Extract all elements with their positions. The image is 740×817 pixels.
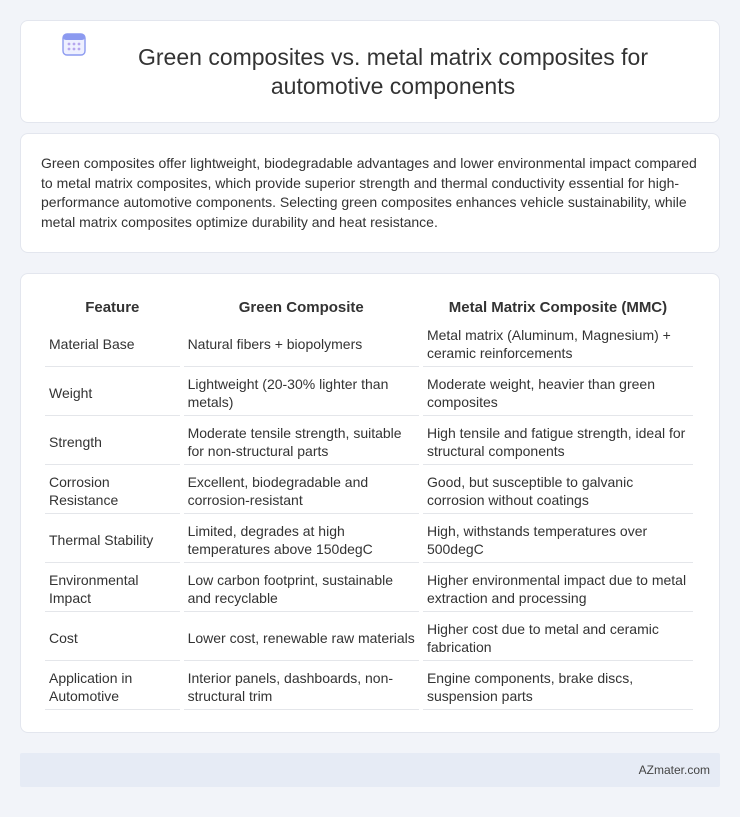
green-cell: Low carbon footprint, sustainable and recyclable: [184, 565, 419, 612]
table-row: [45, 369, 693, 416]
table-row: [45, 467, 693, 514]
feature-cell: Environmental Impact: [45, 565, 180, 612]
table-header-row: [45, 296, 693, 318]
footer: [20, 753, 720, 787]
table-row: [45, 516, 693, 563]
green-cell: Natural fibers + biopolymers: [184, 320, 419, 367]
source-link[interactable]: AZmater.com: [638, 763, 710, 777]
comparison-table: [41, 294, 697, 712]
feature-cell: Cost: [45, 614, 180, 661]
feature-cell: Weight: [45, 369, 180, 416]
green-cell: Limited, degrades at high temperatures above 150degC: [184, 516, 419, 563]
summary-card: [20, 133, 720, 253]
table-row: [45, 565, 693, 612]
feature-cell: Application in Automotive: [45, 663, 180, 710]
green-cell: Lightweight (20-30% lighter than metals): [184, 369, 419, 416]
page-title: Green composites vs. metal matrix composites for automotive components: [138, 43, 648, 99]
comparison-table-card: [20, 273, 720, 733]
mmc-cell: Engine components, brake discs, suspension parts: [423, 663, 693, 710]
green-cell: Lower cost, renewable raw materials: [184, 614, 419, 661]
green-cell: Moderate tensile strength, suitable for non-structural parts: [184, 418, 419, 465]
feature-cell: Corrosion Resistance: [45, 467, 180, 514]
feature-cell: Material Base: [45, 320, 180, 367]
table-row: [45, 614, 693, 661]
title-card: [20, 20, 720, 123]
summary-text: Green composites offer lightweight, biodegradable advantages and lower environmental impact compared to metal matrix composites, which provide superior strength and thermal conductivity essential for high-performance automotive components. Selecting green composites enhances vehicle sustainability, while metal matrix composites optimize durability and heat resistance.: [41, 155, 697, 230]
header-feature: Feature: [85, 299, 140, 316]
calendar-icon: [61, 31, 87, 57]
feature-cell: Strength: [45, 418, 180, 465]
mmc-cell: Metal matrix (Aluminum, Magnesium) + ceramic reinforcements: [423, 320, 693, 367]
feature-cell: Thermal Stability: [45, 516, 180, 563]
table-row: [45, 663, 693, 710]
mmc-cell: Higher environmental impact due to metal extraction and processing: [423, 565, 693, 612]
green-cell: Excellent, biodegradable and corrosion-resistant: [184, 467, 419, 514]
mmc-cell: Higher cost due to metal and ceramic fabrication: [423, 614, 693, 661]
mmc-cell: Moderate weight, heavier than green composites: [423, 369, 693, 416]
header-mmc: Metal Matrix Composite (MMC): [448, 299, 668, 316]
mmc-cell: Good, but susceptible to galvanic corrosion without coatings: [423, 467, 693, 514]
green-cell: Interior panels, dashboards, non-structural trim: [184, 663, 419, 710]
header-green-composite: Green Composite: [238, 299, 364, 316]
table-row: [45, 418, 693, 465]
mmc-cell: High, withstands temperatures over 500degC: [423, 516, 693, 563]
mmc-cell: High tensile and fatigue strength, ideal for structural components: [423, 418, 693, 465]
table-row: [45, 320, 693, 367]
